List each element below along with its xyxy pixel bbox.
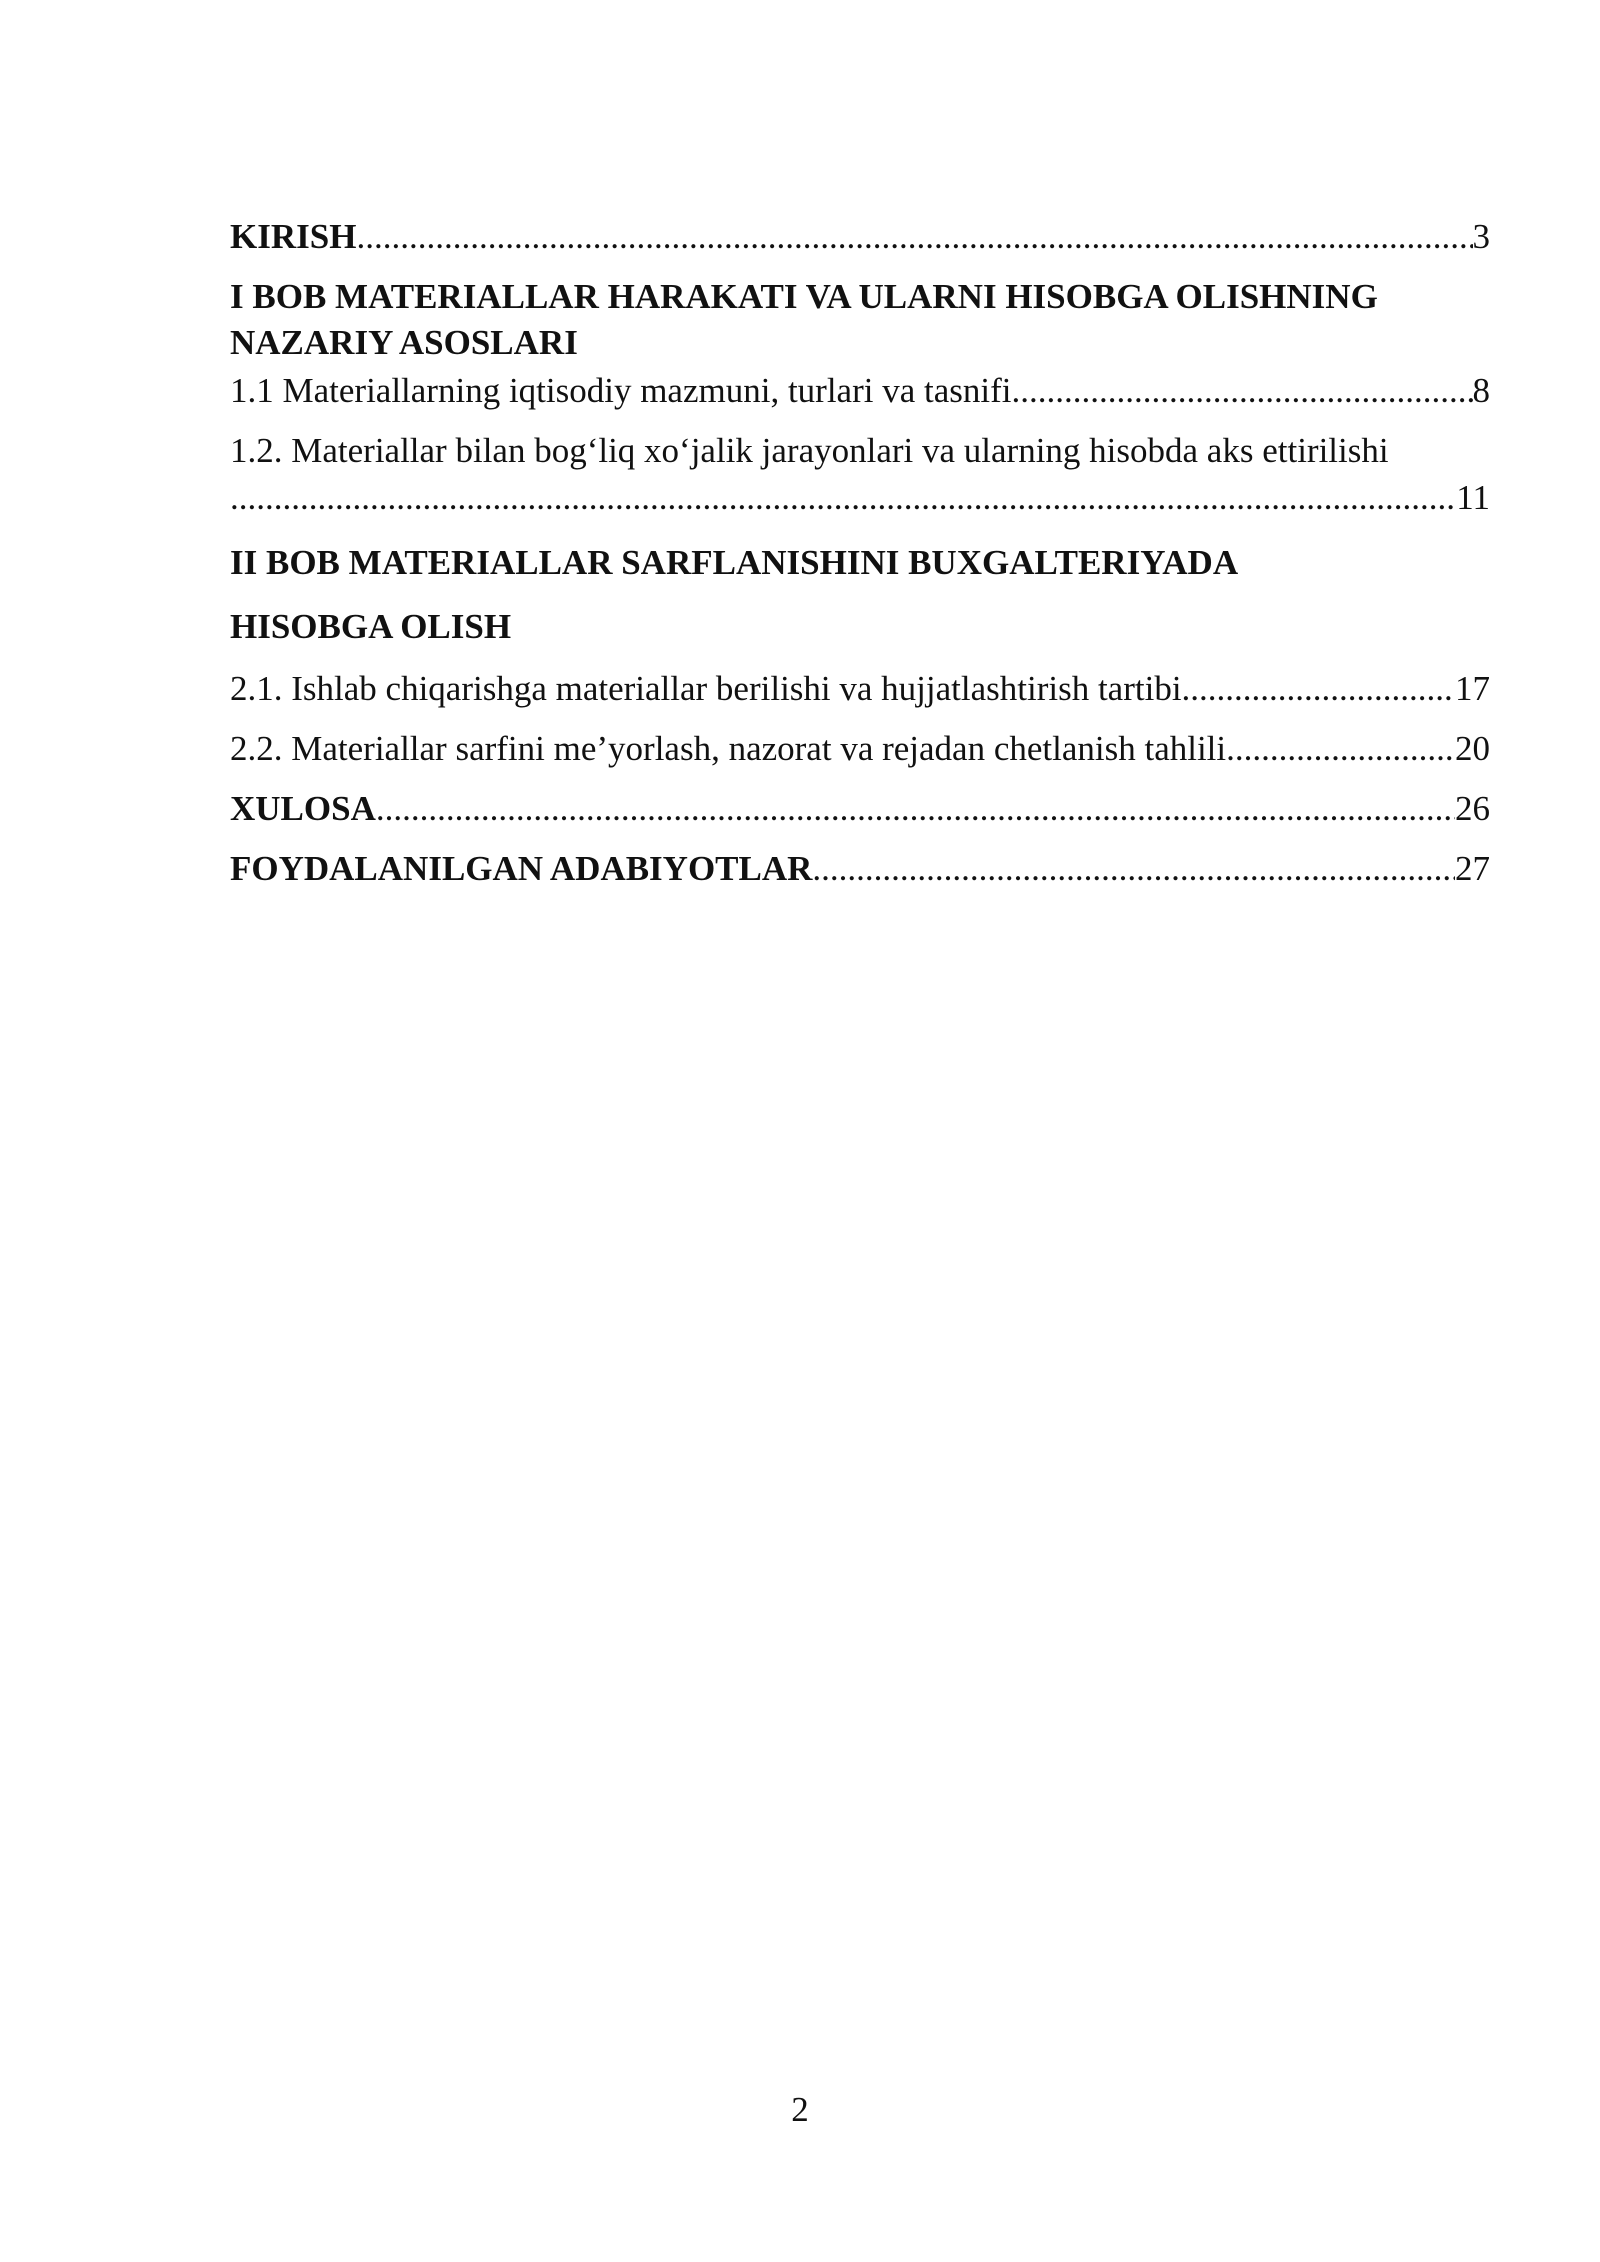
chapter-2-heading-line-2[interactable]: HISOBGA OLISH [230,607,512,646]
toc-entry-label: KIRISH [230,217,357,256]
toc-entry-1-1[interactable] [230,370,1490,412]
toc-entry-xulosa[interactable] [230,788,1490,830]
toc-entry-2-1[interactable] [230,668,1490,710]
dot-leader [376,788,1455,830]
toc-page-number: 3 [1472,217,1490,256]
toc-entry-label: FOYDALANILGAN ADABIYOTLAR [230,849,813,888]
toc-page-number: 11 [1456,478,1490,517]
chapter-1-heading-line-1[interactable]: I BOB MATERIALLAR HARAKATI VA ULARNI HISOBGA OLISHNING [230,277,1378,316]
toc-page-number: 8 [1472,371,1490,410]
toc-page-number: 17 [1455,669,1490,708]
toc-entry-kirish[interactable] [230,216,1490,258]
chapter-1-heading-line-2[interactable]: NAZARIY ASOSLARI [230,323,578,362]
toc-entry-label: 2.2. Materiallar sarfini me’yorlash, nazorat va rejadan chetlanish tahlili [230,729,1227,768]
toc-entry-label: 2.1. Ishlab chiqarishga materiallar berilishi va hujjatlashtirish tartibi [230,669,1182,708]
dot-leader [812,848,1455,890]
toc-entry-2-2[interactable] [230,728,1490,770]
toc-page-number: 26 [1455,789,1490,828]
toc-entry-adabiyotlar[interactable] [230,848,1490,890]
toc-entry-label: XULOSA [230,789,376,828]
dot-leader [1182,668,1455,710]
dot-leader [1011,370,1472,412]
toc-page-number: 20 [1455,729,1490,768]
chapter-2-heading-line-1[interactable]: II BOB MATERIALLAR SARFLANISHINI BUXGALTERIYADA [230,543,1239,582]
toc-entry-1-2[interactable] [230,477,1490,519]
page-number: 2 [791,2090,809,2129]
toc-page-number: 27 [1455,849,1490,888]
toc-entry-label: 1.1 Materiallarning iqtisodiy mazmuni, turlari va tasnifi [230,371,1012,410]
dot-leader [230,477,1456,519]
dot-leader [1226,728,1455,770]
dot-leader [356,216,1472,258]
toc-entry-1-2-text[interactable]: 1.2. Materiallar bilan bog‘liq xo‘jalik jarayonlari va ularning hisobda aks ettirilishi [230,431,1389,470]
